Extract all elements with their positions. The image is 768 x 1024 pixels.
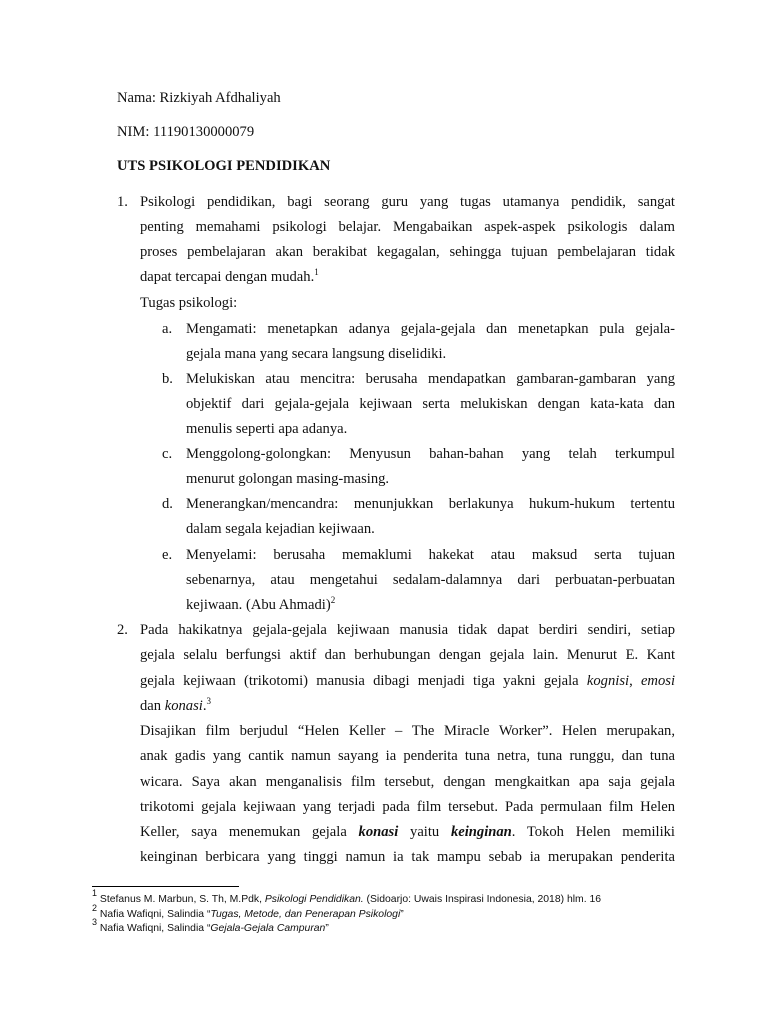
item-d-line-1: Menerangkan/mencandra: menunjukkan berlakunya hukum-hukum tertentu [186,496,675,512]
item-a-line-1: Mengamati: menetapkan adanya gejala-gejala dan menetapkan pula gejala- [186,321,675,337]
item-c-marker: c. [162,446,173,462]
footnote-2: $^2$ Nafia Wafiqni, Salindia “Tugas, Metode, dan Penerapan Psikologi” [92,903,404,920]
item-e-marker: e. [162,547,173,563]
q2-p2-line-5: Keller, saya menemukan gejala konasi yaitu keinginan. Tokoh Helen memiliki [140,824,675,840]
q2-number: 2. [117,622,128,638]
item-b-line-1: Melukiskan atau mencitra: berusaha mendapatkan gambaran-gambaran yang [186,371,675,387]
footnote-1: $^1$ Stefanus M. Marbun, S. Th, M.Pdk, Psikologi Pendidikan. (Sidoarjo: Uwais Inspirasi Indonesia, 2018) hlm. 16 [92,888,602,905]
footnote-3: $^3$ Nafia Wafiqni, Salindia “Gejala-Gejala Campuran” [92,917,329,934]
q2-p2-line-4: trikotomi gejala kejiwaan yang terjadi pada film tersebut. Pada permulaan film Helen [140,799,675,815]
q2-p2-line-1: Disajikan film berjudul “Helen Keller – The Miracle Worker”. Helen merupakan, [140,723,675,739]
item-e-line-3: kejiwaan. (Abu Ahmadi)$^2$ [186,595,336,613]
q2-p2-line-6: keinginan berbicara yang tinggi namun ia tak mampu sebab ia merupakan penderita [140,849,675,865]
student-nim: NIM: 11190130000079 [117,124,255,140]
page-title: UTS PSIKOLOGI PENDIDIKAN [117,158,331,174]
q2-p1-line-4: dan konasi.$^3$ [140,696,211,714]
item-a-marker: a. [162,321,173,337]
q1-line-2: penting memahami psikologi belajar. Mengabaikan aspek-aspek psikologis dalam [140,219,675,235]
q2-p2-line-2: anak gadis yang cantik namun sayang ia penderita tuna netra, tuna runggu, dan tuna [140,748,675,764]
item-e-line-2: sebenarnya, atau mengetahui sedalam-dalamnya dari perbuatan-perbuatan [186,572,675,588]
item-b-line-2: objektif dari gejala-gejala kejiwaan serta melukiskan dengan kata-kata dan [186,396,675,412]
q1-number: 1. [117,194,128,210]
footnote-ref-3: 3 [206,696,211,706]
item-d-line-2: dalam segala kejadian kejiwaan. [186,521,375,537]
q2-p1-line-2: gejala selalu berfungsi aktif dan berhubungan dengan gejala lain. Menurut E. Kant [140,647,675,663]
footnote-ref-1: 1 [314,267,319,277]
student-name: Nama: Rizkiyah Afdhaliyah [117,90,281,106]
q1-line-3: proses pembelajaran akan berakibat kegagalan, sehingga tujuan pembelajaran tidak [140,244,675,260]
q1-line-4: dapat tercapai dengan mudah.$^1$ [140,267,319,285]
item-c-line-1: Menggolong-golongkan: Menyusun bahan-bahan yang telah terkumpul [186,446,675,462]
item-c-line-2: menurut golongan masing-masing. [186,471,390,487]
q2-p1-line-3: gejala kejiwaan (trikotomi) manusia dibagi menjadi tiga yakni gejala kognisi, emosi [140,673,676,689]
item-b-line-3: menulis seperti apa adanya. [186,421,348,437]
item-a-line-2: gejala mana yang secara langsung diselidiki. [186,346,447,362]
item-b-marker: b. [162,371,173,387]
q2-p1-line-1: Pada hakikatnya gejala-gejala kejiwaan manusia tidak dapat berdiri sendiri, setiap [140,622,675,638]
item-d-marker: d. [162,496,173,512]
footnote-separator [92,886,239,887]
item-e-line-1: Menyelami: berusaha memaklumi hakekat atau maksud serta tujuan [186,547,675,563]
footnote-ref-2: 2 [330,595,336,605]
q2-p2-line-3: wicara. Saya akan menganalisis film tersebut, dengan mengkaitkan apa saja gejala [140,774,675,790]
q1-line-1: Psikologi pendidikan, bagi seorang guru yang tugas utamanya pendidik, sangat [140,194,675,210]
tugas-label: Tugas psikologi: [140,295,238,311]
